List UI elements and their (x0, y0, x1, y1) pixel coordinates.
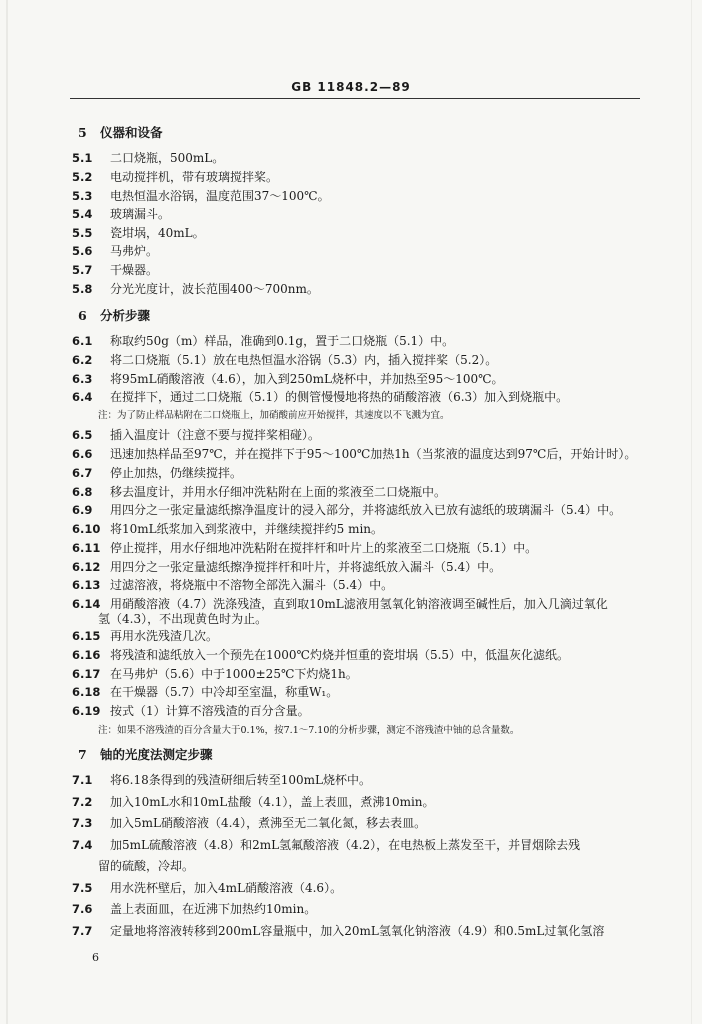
list-item: 7.2 加入10mL水和10mL盐酸（4.1），盖上表皿，煮沸10min。 (72, 795, 435, 809)
page-number: 6 (92, 951, 99, 964)
continuation-line: 氢（4.3），不出现黄色时为止。 (98, 612, 268, 626)
list-item: 7.1 将6.18条得到的残渣研细后转至100mL烧杯中。 (72, 773, 371, 787)
list-item: 6.14 用硝酸溶液（4.7）洗涤残渣，直到取10mL滤液用氢氧化钠溶液调至碱性后，加入几滴过氧化 (72, 597, 608, 611)
list-item: 6.17 在马弗炉（5.6）中于1000±25℃下灼烧1h。 (72, 667, 358, 681)
page-header: GB 11848.2—89 (291, 80, 411, 94)
list-item: 6.7 停止加热，仍继续搅拌。 (72, 466, 243, 480)
list-item: 6.2 将二口烧瓶（5.1）放在电热恒温水浴锅（5.3）内，插入搅拌桨（5.2）。 (72, 353, 498, 367)
scan-edge-left (6, 0, 8, 1024)
list-item: 5.5 瓷坩埚，40mL。 (72, 226, 205, 240)
list-item: 6.4 在搅拌下，通过二口烧瓶（5.1）的侧管慢慢地将热的硝酸溶液（6.3）加入到烧瓶中。 (72, 390, 569, 404)
list-item: 6.16 将残渣和滤纸放入一个预先在1000℃灼烧并恒重的瓷坩埚（5.5）中，低温灰化滤纸。 (72, 648, 570, 662)
list-item: 7.4 加5mL硫酸溶液（4.8）和2mL氢氟酸溶液（4.2），在电热板上蒸发至干，并冒烟除去残 (72, 838, 581, 852)
list-item: 6.10 将10mL纸浆加入到浆液中，并继续搅拌约5 min。 (72, 522, 384, 536)
list-item: 5.4 玻璃漏斗。 (72, 207, 171, 221)
list-item: 5.1 二口烧瓶，500mL。 (72, 151, 225, 165)
note: 注：如果不溶残渣的百分含量大于0.1%，按7.1～7.10的分析步骤，测定不溶残渣中铀的总含量数。 (98, 725, 520, 736)
list-item: 6.5 插入温度计（注意不要与搅拌桨相碰）。 (72, 428, 321, 442)
list-item: 6.15 再用水洗残渣几次。 (72, 629, 219, 643)
list-item: 6.13 过滤溶液，将烧瓶中不溶物全部洗入漏斗（5.4）中。 (72, 578, 394, 592)
list-item: 6.6 迅速加热样品至97℃，并在搅拌下于95～100℃加热1h（当浆液的温度达到97℃后，开始计时）。 (72, 447, 637, 461)
note: 注：为了防止样品粘附在二口烧瓶上，加硝酸前应开始搅拌，其速度以不飞溅为宜。 (98, 410, 450, 421)
list-item: 7.5 用水洗杯壁后，加入4mL硝酸溶液（4.6）。 (72, 881, 343, 895)
continuation-line: 留的硫酸，冷却。 (98, 859, 195, 873)
section-heading: 6 分析步骤 (78, 308, 151, 323)
list-item: 6.12 用四分之一张定量滤纸擦净搅拌杆和叶片，并将滤纸放入漏斗（5.4）中。 (72, 560, 502, 574)
list-item: 6.1 称取约50g（m）样品，准确到0.1g，置于二口烧瓶（5.1）中。 (72, 334, 455, 348)
list-item: 5.3 电热恒温水浴锅，温度范围37～100℃。 (72, 189, 330, 203)
list-item: 7.3 加入5mL硝酸溶液（4.4），煮沸至无二氧化氮，移去表皿。 (72, 816, 427, 830)
list-item: 5.7 干燥器。 (72, 263, 159, 277)
list-item: 7.6 盖上表面皿，在近沸下加热约10min。 (72, 902, 317, 916)
list-item: 6.9 用四分之一张定量滤纸擦净温度计的浸入部分，并将滤纸放入已放有滤纸的玻璃漏斗（5.4）中。 (72, 503, 622, 517)
list-item: 6.18 在干燥器（5.7）中冷却至室温，称重W₁。 (72, 685, 339, 699)
section-heading: 5 仪器和设备 (78, 125, 163, 140)
list-item: 7.7 定量地将溶液转移到200mL容量瓶中，加入20mL氢氧化钠溶液（4.9）和0.5mL过氧化氢溶 (72, 924, 605, 938)
header-rule (70, 98, 640, 99)
list-item: 6.8 移去温度计，并用水仔细冲洗粘附在上面的浆液至二口烧瓶中。 (72, 485, 447, 499)
section-heading: 7 铀的光度法测定步骤 (78, 747, 213, 762)
list-item: 6.3 将95mL硝酸溶液（4.6），加入到250mL烧杯中，并加热至95～100℃。 (72, 372, 504, 386)
list-item: 6.11 停止搅拌，用水仔细地冲洗粘附在搅拌杆和叶片上的浆液至二口烧瓶（5.1）中。 (72, 541, 538, 555)
list-item: 6.19 按式（1）计算不溶残渣的百分含量。 (72, 704, 310, 718)
list-item: 5.6 马弗炉。 (72, 244, 159, 258)
list-item: 5.2 电动搅拌机，带有玻璃搅拌桨。 (72, 170, 279, 184)
list-item: 5.8 分光光度计，波长范围400～700nm。 (72, 282, 319, 296)
scan-edge-right (691, 0, 692, 1024)
